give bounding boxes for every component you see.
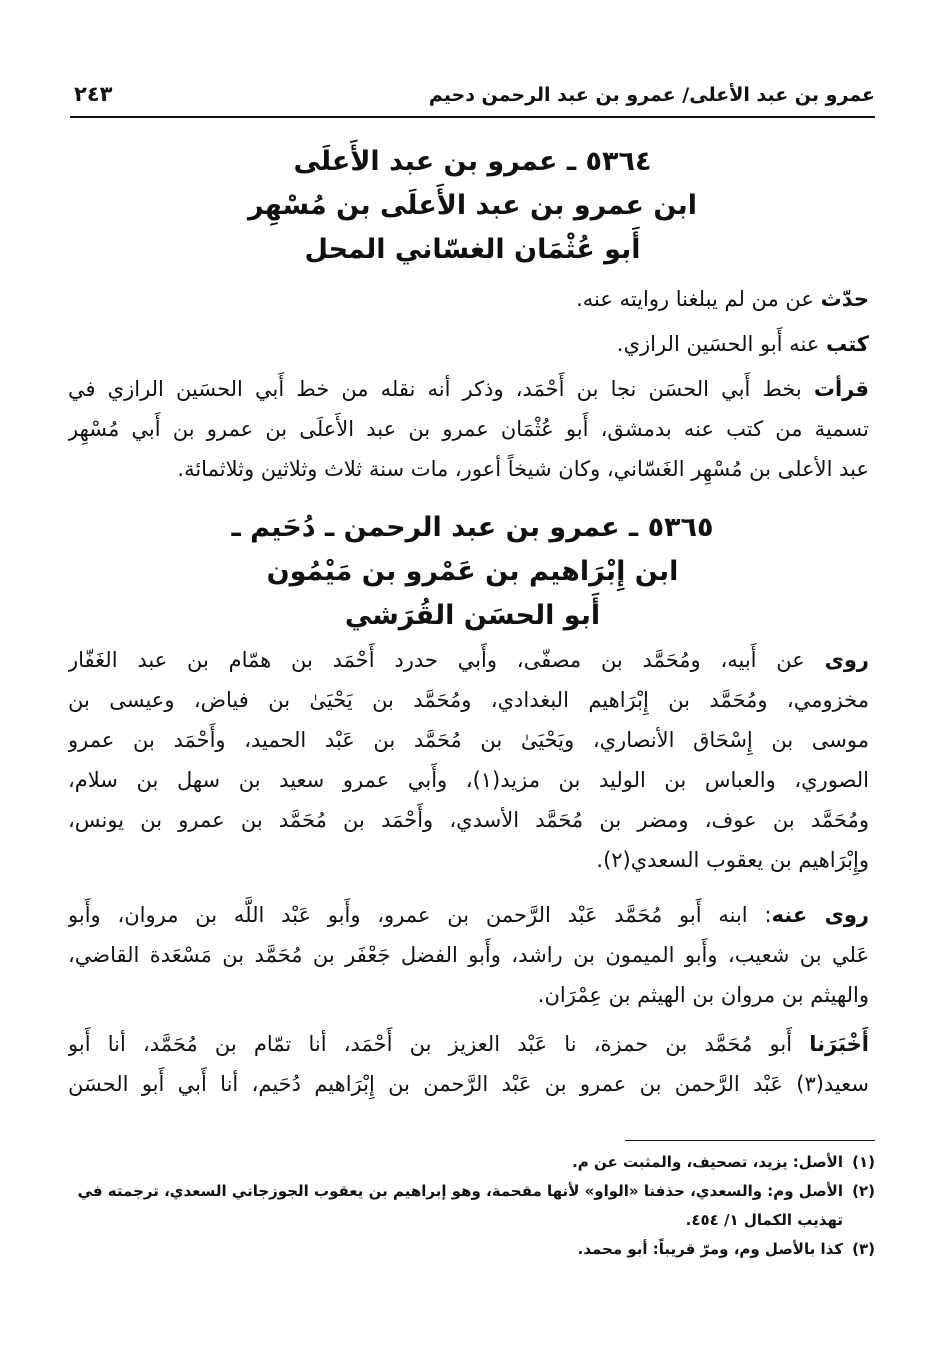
- rawa-anhu-paragraph: [68, 895, 869, 1015]
- paragraph-line: تسمية من كتب عنه بدمشق، أَبو عُثْمَان عمرو بن عبد الأَعلَى بن عمرو بن أَبي مُسْهِر: [68, 417, 869, 441]
- entry-heading-line: أَبو عُثْمَان الغسّاني المحل: [304, 234, 641, 265]
- paragraph-line: عَلي بن شعيب، وأَبو الميمون بن راشد، وأَبو الفضل جَعْفَر بن مُحَمَّد بن مَسْعَدة القاضي،: [68, 943, 869, 967]
- paragraph-line: وإِبْرَاهيم بن يعقوب السعدي(٢).: [596, 848, 869, 872]
- footnote-text: الأصل: يزيد، تصحيف، والمثبت عن م.: [572, 1153, 843, 1171]
- haddath-paragraph: [68, 279, 869, 319]
- paragraph-line: عن أَبيه، ومُحَمَّد بن مصفّى، وأَبي حدرد أَحْمَد بن همّام بن عبد الغَفّار: [68, 648, 825, 672]
- paragraph-line: : ابنه أَبو مُحَمَّد عَبْد الرَّحمن بن عمرو، وأَبو عَبْد اللَّه بن مروان، وأَبو: [68, 903, 772, 927]
- akhbarana-paragraph: [68, 1024, 869, 1104]
- rawa-paragraph: [68, 640, 869, 880]
- footnote-number: (٢): [852, 1182, 875, 1200]
- paragraph-line: موسى بن إِسْحَاق الأنصاري، ويَحْيَىٰ بن مُحَمَّد بن عَبْد الحميد، وأَحْمَد بن عمرو: [68, 728, 869, 752]
- qara-label: قرأت: [813, 377, 869, 401]
- rawa-label: روى: [824, 648, 869, 672]
- paragraph-line: الصوري، والعباس بن الوليد بن مزيد(١)، وأَبي عمرو سعيد بن سهل بن سلام،: [68, 768, 869, 792]
- entry-heading-line: ٥٣٦٤ ـ عمرو بن عبد الأَعلَى: [293, 146, 652, 177]
- kataba-paragraph: [68, 324, 869, 364]
- footnote-text: الأصل وم: والسعدي، حذفنا «الواو» لأنها مقحمة، وهو إبراهيم بن يعقوب الجوزجاني السعدي، ترجمته في تهذيب الكمال ١/ ٤٥٤.: [77, 1182, 843, 1229]
- entry-5364-heading: [60, 140, 885, 272]
- haddath-text: عن من لم يبلغنا روايته عنه.: [576, 287, 821, 311]
- haddath-label: حدّث: [820, 287, 869, 311]
- entry-heading-line: ٥٣٦٥ ـ عمرو بن عبد الرحمن ـ دُحَيم ـ: [231, 512, 714, 543]
- entry-heading-line: ابن عمرو بن عبد الأَعلَى بن مُسْهِر: [247, 190, 698, 221]
- running-header: [70, 78, 875, 118]
- qara-paragraph: [68, 369, 869, 489]
- footnote-item: [70, 1148, 875, 1177]
- entry-heading-line: ابن إِبْرَاهيم بن عَمْرو بن مَيْمُون: [266, 556, 679, 587]
- paragraph-line: سعيد(٣) عَبْد الرَّحمن بن عمرو بن عَبْد الرَّحمن بن إِبْرَاهيم دُحَيم، أنا أَبي أَبو الحسَن: [68, 1072, 869, 1096]
- paragraph-line: بخط أَبي الحسَن نجا بن أَحْمَد، وذكر أنه نقله من خط أَبي الحسَين الرازي في: [68, 377, 814, 401]
- entry-5365-heading: [60, 506, 885, 638]
- footnote-item: [70, 1235, 875, 1264]
- running-title: عمرو بن عبد الأعلى/ عمرو بن عبد الرحمن دحيم: [428, 84, 875, 106]
- kataba-text: عنه أَبو الحسَين الرازي.: [616, 332, 826, 356]
- paragraph-line: مخزومي، ومُحَمَّد بن إِبْرَاهيم البغدادي، ومُحَمَّد بن يَحْيَىٰ بن فياض، وعيسى بن: [68, 688, 869, 712]
- paragraph-line: عبد الأعلى بن مُسْهِر الغَسّاني، وكان شيخاً أعور، مات سنة ثلاث وثلاثين وثلاثمائة.: [177, 457, 869, 481]
- akhbarana-label: أَخْبَرَنا: [809, 1032, 869, 1056]
- footnote-item: [70, 1177, 875, 1235]
- footnote-text: كذا بالأصل وم، ومرّ قريباً: أبو محمد.: [577, 1240, 843, 1258]
- kataba-label: كتب: [825, 332, 869, 356]
- footnote-number: (١): [852, 1153, 875, 1171]
- rawa-anhu-label: روى عنه: [771, 903, 869, 927]
- paragraph-line: والهيثم بن مروان بن الهيثم بن عِمْرَان.: [537, 983, 869, 1007]
- paragraph-line: ومُحَمَّد بن عوف، ومضر بن مُحَمَّد الأسدي، وأَحْمَد بن مُحَمَّد بن عمرو بن يونس،: [68, 808, 869, 832]
- footnote-divider: [625, 1140, 875, 1141]
- paragraph-line: أَبو مُحَمَّد بن حمزة، نا عَبْد العزيز بن أَحْمَد، أنا تمّام بن مُحَمَّد، أنا أَبو: [68, 1032, 810, 1056]
- footnote-number: (٣): [852, 1240, 875, 1258]
- footnotes: [70, 1148, 875, 1264]
- page-number: ٢٤٣: [74, 82, 113, 106]
- entry-heading-line: أَبو الحسَن القُرَشي: [344, 600, 601, 631]
